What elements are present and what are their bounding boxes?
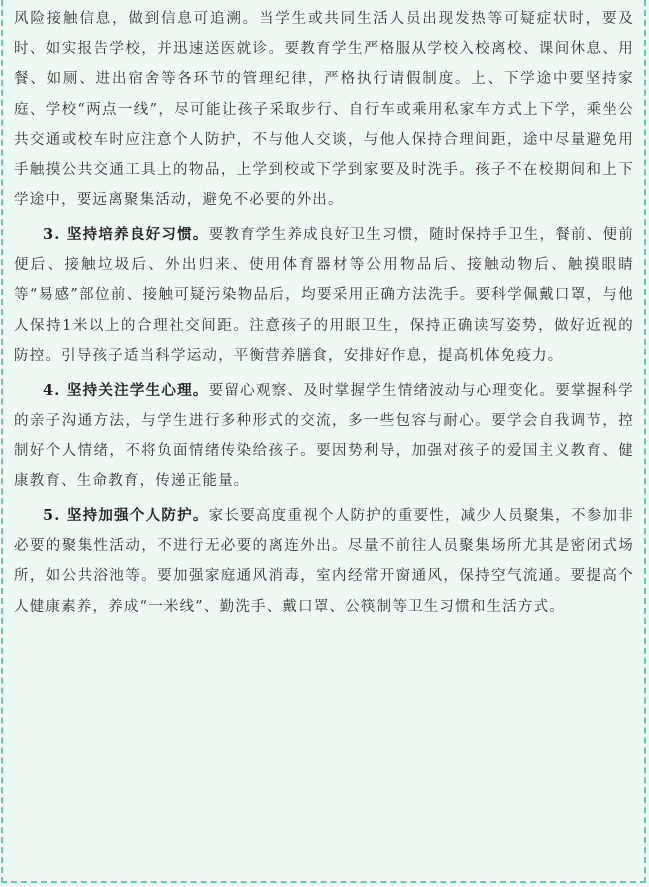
- section-heading: 4. 坚持关注学生心理。: [43, 381, 209, 399]
- paragraph-text: 风险接触信息，做到信息可追溯。当学生或共同生活人员出现发热等可疑症状时，要及时、如实报告学校，并迅速送医就诊。要教育学生严格服从学校入校离校、课间休息、用餐、如厕、进出宿舍等各环节的管理纪律，严格执行请假制度。上、下学途中要坚持家庭、学校“两点一线”，尽可能让孩子采取步行、自行车或乘用私家车方式上下学，乘坐公共交通或校车时应注意个人防护，不与他人交谈，与他人保持合理间距，途中尽量避免用手触摸公共交通工具上的物品，上学到校或下学到家要及时洗手。孩子不在校期间和上下学途中，要远离聚集活动，避免不必要的外出。: [14, 11, 634, 209]
- paragraph-text: 家长要高度重视个人防护的重要性，减少人员聚集，不参加非必要的聚集性活动，不进行无必要的离连外出。尽量不前往人员聚集场所尤其是密闭式场所，如公共浴池等。要加强家庭通风消毒，室内经常开窗通风，保持空气流通。要提高个人健康素养，养成“一米线”、勤洗手、戴口罩、公筷制等卫生习惯和生活方式。: [14, 508, 634, 615]
- article-body: [14, 4, 634, 626]
- paragraph-continuation: [14, 4, 634, 215]
- section-heading: 5. 坚持加强个人防护。: [43, 507, 209, 525]
- paragraph-protection: [14, 501, 634, 622]
- paragraph-text: 要留心观察、及时掌握学生情绪波动与心理变化。要掌握科学的亲子沟通方法，与学生进行多种形式的交流，多一些包容与耐心。要学会自我调节，控制好个人情绪，不将负面情绪传染给孩子。要因势利导，加强对孩子的爱国主义教育、健康教育、生命教育，传递正能量。: [14, 382, 634, 490]
- section-heading: 3. 坚持培养良好习惯。: [43, 226, 209, 244]
- paragraph-psychology: [14, 376, 634, 497]
- paragraph-text: 要教育学生养成良好卫生习惯，随时保持手卫生，餐前、便前便后、接触垃圾后、外出归来、使用体育器材等公用物品后、接触动物后、触摸眼睛等“易感”部位前、接触可疑污染物品后，均要采用正确方法洗手。要科学佩戴口罩，与他人保持1米以上的合理社交间距。注意孩子的用眼卫生，保持正确读写姿势，做好近视的防控。引导孩子适当科学运动，平衡营养膳食，安排好作息，提高机体免疫力。: [14, 227, 634, 364]
- paragraph-habits: [14, 220, 634, 371]
